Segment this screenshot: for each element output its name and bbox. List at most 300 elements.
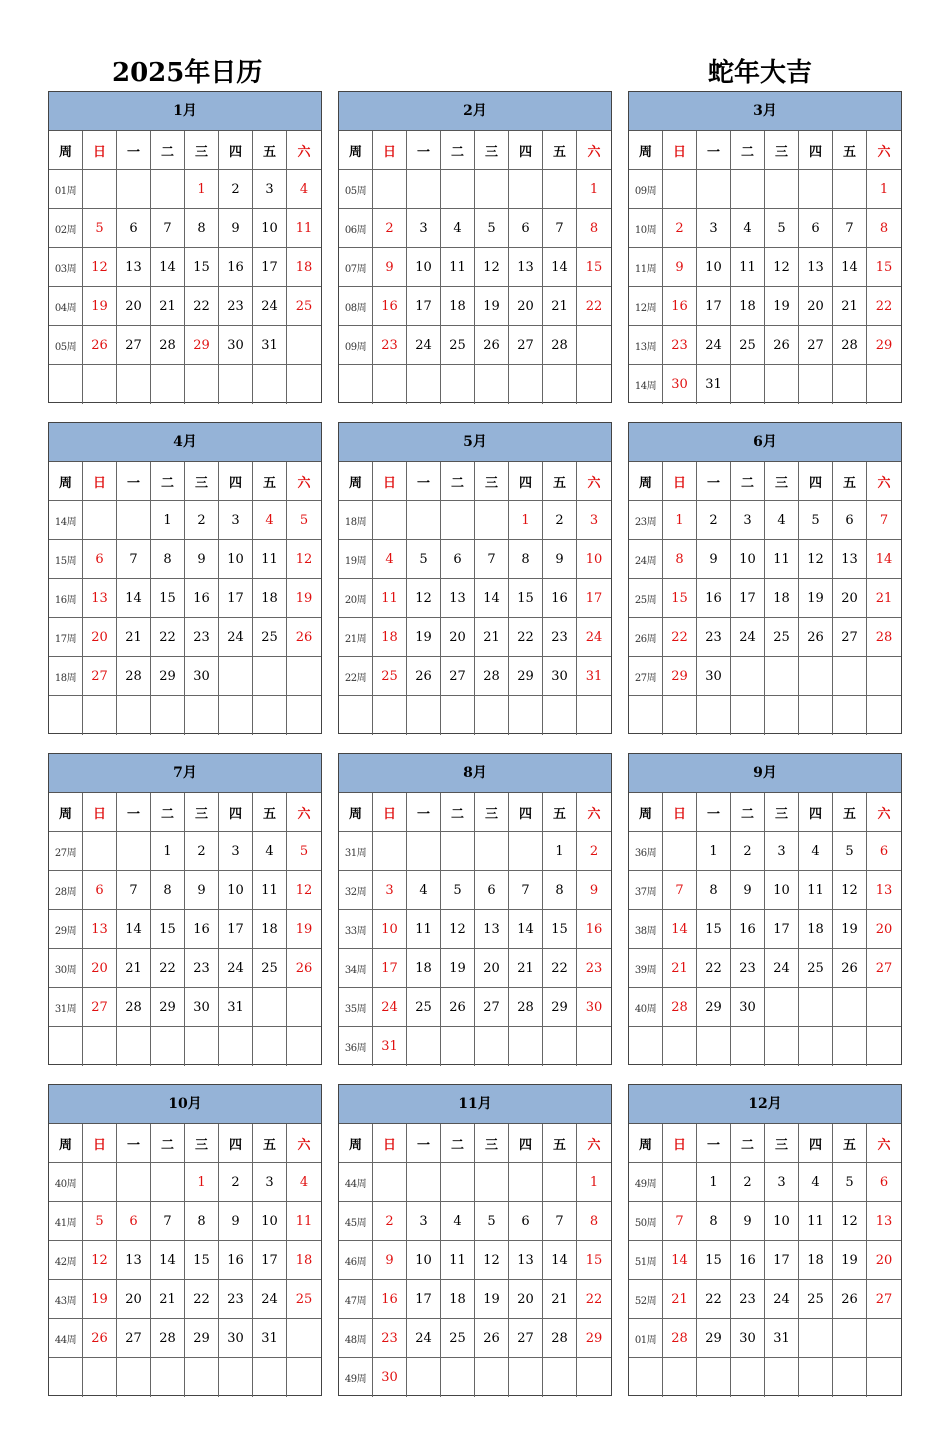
day-cell: 2 — [219, 1163, 253, 1202]
week-number: 45周 — [339, 1202, 373, 1241]
day-cell — [799, 1358, 833, 1397]
day-cell: 1 — [151, 832, 185, 871]
day-cell: 16 — [373, 1280, 407, 1319]
day-cell: 8 — [185, 1202, 219, 1241]
day-cell: 18 — [731, 287, 765, 326]
day-cell: 1 — [577, 170, 611, 209]
day-cell: 9 — [543, 540, 577, 579]
weekday-header: 六 — [287, 793, 321, 832]
day-cell: 30 — [219, 1319, 253, 1358]
day-cell: 11 — [799, 1202, 833, 1241]
day-cell — [731, 1027, 765, 1066]
day-cell — [509, 696, 543, 735]
weekday-header: 五 — [543, 1124, 577, 1163]
day-cell: 29 — [867, 326, 901, 365]
day-cell — [509, 170, 543, 209]
day-cell: 13 — [117, 1241, 151, 1280]
week-number: 48周 — [339, 1319, 373, 1358]
weekday-header: 五 — [543, 131, 577, 170]
day-cell: 27 — [509, 1319, 543, 1358]
day-cell: 6 — [83, 540, 117, 579]
weekday-header: 一 — [407, 131, 441, 170]
day-cell: 21 — [475, 618, 509, 657]
day-cell: 24 — [253, 1280, 287, 1319]
day-cell: 15 — [509, 579, 543, 618]
day-cell: 6 — [509, 209, 543, 248]
day-cell: 25 — [799, 1280, 833, 1319]
day-cell: 17 — [253, 1241, 287, 1280]
weekday-header: 一 — [407, 793, 441, 832]
day-cell — [373, 832, 407, 871]
day-cell — [83, 696, 117, 735]
day-cell: 24 — [407, 1319, 441, 1358]
week-number: 35周 — [339, 988, 373, 1027]
day-cell — [407, 501, 441, 540]
weekday-header: 六 — [867, 462, 901, 501]
day-cell — [731, 1358, 765, 1397]
week-number: 30周 — [49, 949, 83, 988]
weekday-header: 二 — [731, 131, 765, 170]
day-cell: 12 — [475, 1241, 509, 1280]
day-cell: 26 — [833, 949, 867, 988]
day-cell: 28 — [543, 326, 577, 365]
day-cell: 20 — [867, 1241, 901, 1280]
day-cell: 24 — [373, 988, 407, 1027]
day-cell: 13 — [117, 248, 151, 287]
day-cell: 29 — [577, 1319, 611, 1358]
day-cell: 29 — [697, 1319, 731, 1358]
day-cell: 25 — [253, 949, 287, 988]
day-cell: 7 — [833, 209, 867, 248]
day-cell: 9 — [373, 1241, 407, 1280]
day-cell — [765, 1027, 799, 1066]
week-number: 10周 — [629, 209, 663, 248]
day-cell: 29 — [509, 657, 543, 696]
day-cell: 12 — [441, 910, 475, 949]
day-cell: 21 — [151, 1280, 185, 1319]
weekday-header: 日 — [83, 793, 117, 832]
day-cell: 24 — [219, 618, 253, 657]
weekday-header: 五 — [253, 131, 287, 170]
week-column-header: 周 — [629, 131, 663, 170]
day-cell: 19 — [287, 579, 321, 618]
day-cell — [697, 1027, 731, 1066]
day-cell: 8 — [543, 871, 577, 910]
month-grid — [49, 1124, 321, 1397]
day-cell — [407, 1358, 441, 1397]
day-cell — [185, 365, 219, 404]
day-cell: 29 — [543, 988, 577, 1027]
month-title: 4月 — [49, 423, 321, 462]
week-number: 31周 — [339, 832, 373, 871]
day-cell: 30 — [219, 326, 253, 365]
weekday-header: 二 — [731, 462, 765, 501]
week-number: 01周 — [49, 170, 83, 209]
day-cell: 23 — [663, 326, 697, 365]
day-cell: 4 — [373, 540, 407, 579]
week-number: 22周 — [339, 657, 373, 696]
day-cell: 22 — [663, 618, 697, 657]
day-cell: 3 — [219, 501, 253, 540]
day-cell: 29 — [185, 1319, 219, 1358]
day-cell — [373, 1163, 407, 1202]
day-cell — [731, 170, 765, 209]
day-cell: 13 — [799, 248, 833, 287]
day-cell: 30 — [373, 1358, 407, 1397]
weekday-header: 三 — [765, 462, 799, 501]
day-cell — [765, 696, 799, 735]
day-cell: 8 — [151, 540, 185, 579]
day-cell: 20 — [475, 949, 509, 988]
week-number: 06周 — [339, 209, 373, 248]
day-cell: 15 — [663, 579, 697, 618]
day-cell: 27 — [83, 988, 117, 1027]
day-cell — [475, 832, 509, 871]
day-cell — [407, 365, 441, 404]
day-cell — [253, 365, 287, 404]
week-number: 47周 — [339, 1280, 373, 1319]
week-number: 26周 — [629, 618, 663, 657]
day-cell: 15 — [577, 248, 611, 287]
week-number: 23周 — [629, 501, 663, 540]
day-cell — [577, 365, 611, 404]
week-number: 20周 — [339, 579, 373, 618]
day-cell: 1 — [663, 501, 697, 540]
day-cell: 21 — [117, 618, 151, 657]
day-cell — [765, 1358, 799, 1397]
day-cell: 5 — [765, 209, 799, 248]
day-cell: 25 — [799, 949, 833, 988]
week-column-header: 周 — [339, 462, 373, 501]
day-cell: 23 — [185, 618, 219, 657]
day-cell: 14 — [117, 910, 151, 949]
day-cell — [441, 1358, 475, 1397]
day-cell: 15 — [185, 248, 219, 287]
day-cell: 15 — [151, 579, 185, 618]
day-cell — [287, 365, 321, 404]
day-cell: 5 — [475, 209, 509, 248]
week-number — [49, 696, 83, 735]
day-cell: 30 — [731, 1319, 765, 1358]
day-cell: 8 — [867, 209, 901, 248]
day-cell: 13 — [83, 910, 117, 949]
day-cell: 23 — [219, 287, 253, 326]
weekday-header: 日 — [83, 462, 117, 501]
month-grid — [339, 793, 611, 1066]
day-cell — [219, 696, 253, 735]
day-cell — [475, 1163, 509, 1202]
day-cell: 2 — [185, 501, 219, 540]
day-cell: 13 — [441, 579, 475, 618]
day-cell: 10 — [731, 540, 765, 579]
day-cell: 16 — [185, 910, 219, 949]
day-cell: 14 — [833, 248, 867, 287]
day-cell: 16 — [219, 1241, 253, 1280]
month-grid — [49, 462, 321, 735]
day-cell: 28 — [833, 326, 867, 365]
day-cell: 24 — [731, 618, 765, 657]
day-cell: 6 — [867, 832, 901, 871]
week-number: 09周 — [339, 326, 373, 365]
weekday-header: 四 — [219, 462, 253, 501]
day-cell: 22 — [185, 287, 219, 326]
day-cell — [867, 1027, 901, 1066]
day-cell: 23 — [731, 1280, 765, 1319]
week-number: 25周 — [629, 579, 663, 618]
week-number: 36周 — [339, 1027, 373, 1066]
day-cell — [185, 1358, 219, 1397]
day-cell — [373, 365, 407, 404]
day-cell: 6 — [83, 871, 117, 910]
weekday-header: 二 — [731, 793, 765, 832]
day-cell: 3 — [407, 1202, 441, 1241]
day-cell — [799, 696, 833, 735]
day-cell — [475, 501, 509, 540]
day-cell: 6 — [509, 1202, 543, 1241]
day-cell: 9 — [219, 1202, 253, 1241]
day-cell: 5 — [287, 501, 321, 540]
day-cell: 16 — [731, 1241, 765, 1280]
day-cell: 17 — [765, 1241, 799, 1280]
day-cell: 5 — [799, 501, 833, 540]
day-cell: 7 — [151, 209, 185, 248]
weekday-header: 二 — [441, 462, 475, 501]
day-cell: 3 — [697, 209, 731, 248]
day-cell: 30 — [185, 988, 219, 1027]
day-cell — [509, 832, 543, 871]
day-cell — [287, 326, 321, 365]
day-cell: 8 — [697, 1202, 731, 1241]
day-cell — [799, 657, 833, 696]
day-cell: 12 — [287, 540, 321, 579]
day-cell: 13 — [833, 540, 867, 579]
day-cell: 18 — [765, 579, 799, 618]
day-cell: 12 — [799, 540, 833, 579]
day-cell: 31 — [219, 988, 253, 1027]
weekday-header: 一 — [697, 131, 731, 170]
month-block — [628, 91, 902, 403]
day-cell — [117, 501, 151, 540]
day-cell — [799, 1319, 833, 1358]
day-cell: 15 — [151, 910, 185, 949]
day-cell — [731, 365, 765, 404]
day-cell: 17 — [253, 248, 287, 287]
month-title: 11月 — [339, 1085, 611, 1124]
week-number: 50周 — [629, 1202, 663, 1241]
day-cell — [663, 170, 697, 209]
day-cell: 19 — [83, 1280, 117, 1319]
day-cell: 18 — [287, 248, 321, 287]
weekday-header: 二 — [731, 1124, 765, 1163]
week-number — [49, 1358, 83, 1397]
week-number: 16周 — [49, 579, 83, 618]
day-cell: 19 — [287, 910, 321, 949]
day-cell — [799, 1027, 833, 1066]
day-cell: 22 — [577, 1280, 611, 1319]
week-number: 09周 — [629, 170, 663, 209]
day-cell — [577, 1027, 611, 1066]
day-cell: 30 — [185, 657, 219, 696]
day-cell — [867, 696, 901, 735]
day-cell: 1 — [867, 170, 901, 209]
month-grid — [629, 131, 901, 404]
week-number: 18周 — [49, 657, 83, 696]
week-number — [49, 1027, 83, 1066]
day-cell: 19 — [833, 910, 867, 949]
day-cell: 11 — [253, 871, 287, 910]
month-block — [48, 91, 322, 403]
day-cell — [833, 170, 867, 209]
day-cell — [697, 1358, 731, 1397]
day-cell: 6 — [799, 209, 833, 248]
week-number: 43周 — [49, 1280, 83, 1319]
day-cell: 2 — [731, 1163, 765, 1202]
day-cell: 30 — [577, 988, 611, 1027]
day-cell — [83, 1163, 117, 1202]
day-cell: 7 — [509, 871, 543, 910]
day-cell: 22 — [151, 618, 185, 657]
weekday-header: 三 — [185, 1124, 219, 1163]
day-cell: 19 — [83, 287, 117, 326]
day-cell — [765, 170, 799, 209]
weekday-header: 日 — [373, 462, 407, 501]
day-cell: 27 — [509, 326, 543, 365]
day-cell — [697, 170, 731, 209]
day-cell: 6 — [117, 209, 151, 248]
page-subtitle: 蛇年大吉 — [708, 58, 813, 88]
day-cell: 16 — [697, 579, 731, 618]
day-cell: 10 — [577, 540, 611, 579]
day-cell: 20 — [799, 287, 833, 326]
day-cell: 28 — [117, 988, 151, 1027]
day-cell: 28 — [663, 988, 697, 1027]
day-cell — [663, 832, 697, 871]
day-cell: 22 — [697, 949, 731, 988]
week-number: 08周 — [339, 287, 373, 326]
week-number — [629, 696, 663, 735]
week-number: 34周 — [339, 949, 373, 988]
day-cell: 29 — [697, 988, 731, 1027]
day-cell: 9 — [373, 248, 407, 287]
weekday-header: 六 — [287, 1124, 321, 1163]
week-number: 28周 — [49, 871, 83, 910]
week-number: 38周 — [629, 910, 663, 949]
month-block — [628, 1084, 902, 1396]
day-cell — [83, 1027, 117, 1066]
day-cell: 21 — [663, 1280, 697, 1319]
day-cell: 5 — [83, 1202, 117, 1241]
day-cell: 23 — [731, 949, 765, 988]
month-block — [338, 753, 612, 1065]
week-number: 33周 — [339, 910, 373, 949]
weekday-header: 四 — [799, 131, 833, 170]
day-cell — [509, 365, 543, 404]
weekday-header: 日 — [373, 793, 407, 832]
day-cell: 24 — [407, 326, 441, 365]
day-cell: 19 — [475, 1280, 509, 1319]
day-cell: 4 — [799, 832, 833, 871]
day-cell: 4 — [799, 1163, 833, 1202]
day-cell: 14 — [663, 910, 697, 949]
day-cell: 3 — [731, 501, 765, 540]
day-cell: 18 — [373, 618, 407, 657]
day-cell: 13 — [867, 871, 901, 910]
day-cell: 16 — [577, 910, 611, 949]
day-cell: 18 — [799, 1241, 833, 1280]
month-title: 6月 — [629, 423, 901, 462]
day-cell: 13 — [83, 579, 117, 618]
day-cell — [663, 1163, 697, 1202]
week-number: 49周 — [339, 1358, 373, 1397]
day-cell: 16 — [663, 287, 697, 326]
day-cell — [441, 365, 475, 404]
day-cell: 28 — [151, 1319, 185, 1358]
day-cell: 21 — [543, 1280, 577, 1319]
month-grid — [339, 1124, 611, 1397]
day-cell: 22 — [577, 287, 611, 326]
day-cell: 15 — [867, 248, 901, 287]
weekday-header: 二 — [151, 462, 185, 501]
day-cell: 25 — [731, 326, 765, 365]
day-cell — [543, 1358, 577, 1397]
day-cell: 20 — [833, 579, 867, 618]
day-cell: 27 — [475, 988, 509, 1027]
weekday-header: 日 — [83, 1124, 117, 1163]
day-cell: 14 — [663, 1241, 697, 1280]
day-cell: 1 — [697, 1163, 731, 1202]
weekday-header: 六 — [867, 1124, 901, 1163]
day-cell: 27 — [833, 618, 867, 657]
day-cell — [219, 1027, 253, 1066]
weekday-header: 三 — [475, 131, 509, 170]
day-cell: 22 — [509, 618, 543, 657]
day-cell: 15 — [577, 1241, 611, 1280]
week-number: 40周 — [49, 1163, 83, 1202]
day-cell: 28 — [543, 1319, 577, 1358]
weekday-header: 四 — [799, 793, 833, 832]
weekday-header: 三 — [475, 1124, 509, 1163]
day-cell — [253, 1358, 287, 1397]
day-cell: 2 — [663, 209, 697, 248]
day-cell: 15 — [543, 910, 577, 949]
weekday-header: 二 — [151, 1124, 185, 1163]
day-cell — [219, 1358, 253, 1397]
week-number: 37周 — [629, 871, 663, 910]
day-cell — [441, 501, 475, 540]
month-title: 10月 — [49, 1085, 321, 1124]
day-cell: 27 — [867, 1280, 901, 1319]
day-cell — [117, 696, 151, 735]
day-cell: 17 — [577, 579, 611, 618]
month-block — [338, 91, 612, 403]
day-cell: 3 — [219, 832, 253, 871]
day-cell: 14 — [543, 248, 577, 287]
day-cell — [253, 1027, 287, 1066]
day-cell: 21 — [833, 287, 867, 326]
day-cell — [833, 696, 867, 735]
day-cell: 12 — [475, 248, 509, 287]
day-cell: 2 — [373, 1202, 407, 1241]
day-cell: 3 — [765, 1163, 799, 1202]
day-cell — [663, 1027, 697, 1066]
weekday-header: 一 — [117, 462, 151, 501]
day-cell: 7 — [663, 1202, 697, 1241]
weekday-header: 三 — [185, 793, 219, 832]
day-cell: 9 — [219, 209, 253, 248]
day-cell: 12 — [83, 1241, 117, 1280]
weekday-header: 四 — [509, 131, 543, 170]
day-cell: 24 — [765, 949, 799, 988]
